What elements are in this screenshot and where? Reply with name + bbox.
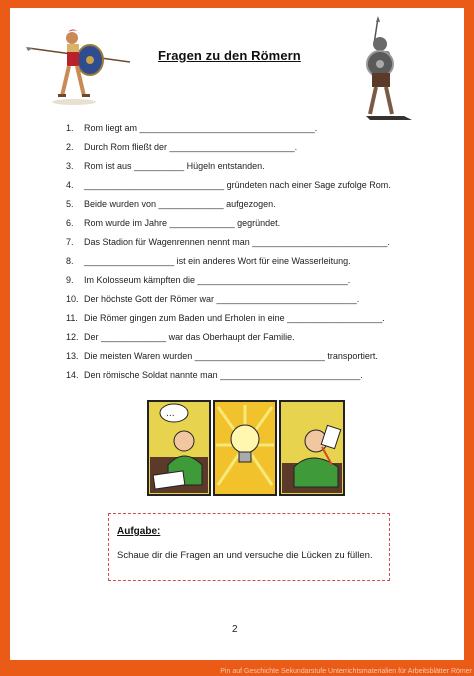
question-6: 6. Rom wurde im Jahre _____________ gegründet. xyxy=(66,218,281,228)
question-1: 1. Rom liegt am ___________________________________. xyxy=(66,123,318,133)
page-number: 2 xyxy=(232,624,238,635)
worksheet-page xyxy=(10,8,464,660)
thinking-comic-illustration xyxy=(146,395,346,499)
image-caption-footer: Pin auf Geschichte Sekundarstufe Unterrichtsmaterialien für Arbeitsblätter Römer xyxy=(220,668,472,675)
question-10: 10. Der höchste Gott der Römer war ____________________________. xyxy=(66,294,360,304)
svg-text:...: ... xyxy=(166,409,175,419)
question-4: 4. ____________________________ gründeten nach einer Sage zufolge Rom. xyxy=(66,180,391,190)
task-box xyxy=(108,513,390,581)
question-14: 14. Den römische Soldat nannte man ____________________________. xyxy=(66,370,363,380)
greek-warrior-illustration xyxy=(24,18,134,108)
question-8: 8. __________________ ist ein anderes Wort für eine Wasserleitung. xyxy=(66,256,351,266)
question-3: 3. Rom ist aus __________ Hügeln entstanden. xyxy=(66,161,265,171)
question-5: 5. Beide wurden von _____________ aufgezogen. xyxy=(66,199,276,209)
page-title: Fragen zu den Römern xyxy=(158,48,301,63)
question-2: 2. Durch Rom fließt der _________________________. xyxy=(66,142,298,152)
question-7: 7. Das Stadion für Wagenrennen nennt man ___________________________. xyxy=(66,237,390,247)
task-title: Aufgabe: xyxy=(117,526,161,537)
task-instruction: Schaue dir die Fragen an und versuche die Lücken zu füllen. xyxy=(117,550,373,561)
question-9: 9. Im Kolosseum kämpften die ______________________________. xyxy=(66,275,351,285)
roman-soldier-illustration xyxy=(356,16,418,124)
question-11: 11. Die Römer gingen zum Baden und Erholen in eine ___________________. xyxy=(66,313,385,323)
question-13: 13. Die meisten Waren wurden __________________________ transportiert. xyxy=(66,351,378,361)
question-12: 12. Der _____________ war das Oberhaupt der Familie. xyxy=(66,332,295,342)
